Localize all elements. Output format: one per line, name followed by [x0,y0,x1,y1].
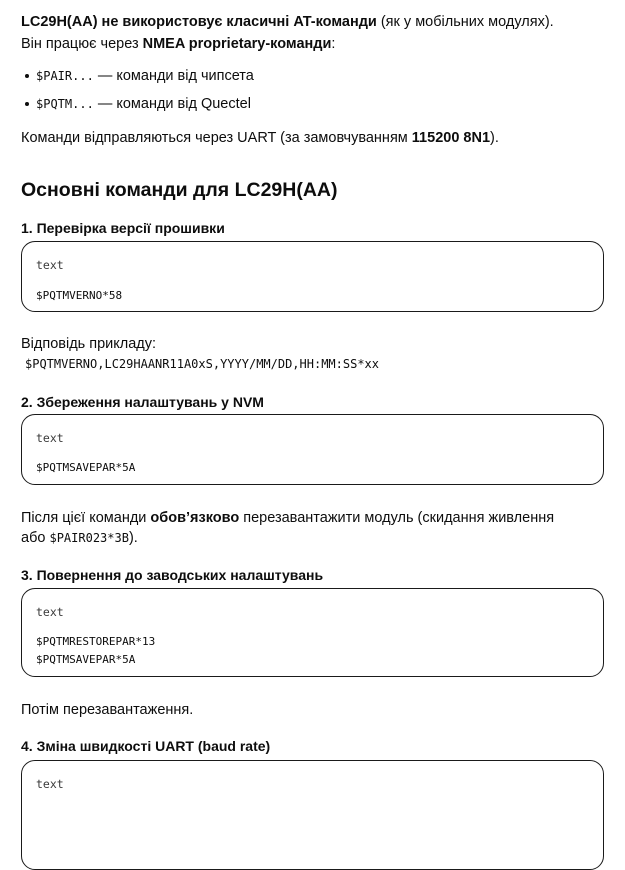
intro-bold: LC29H(AA) не використовує класичні AT-команди [21,14,377,30]
section-4-title: 4. Зміна швидкості UART (baud rate) [21,738,271,754]
list-item [21,65,606,93]
bullet-text: — команди від чипсета [93,68,254,84]
section-heading: Основні команди для LC29H(AA) [21,179,338,201]
bullet-dot-icon [25,102,29,106]
reboot-note: Потім перезавантаження. [21,702,194,718]
code-content[interactable]: $PQTMRESTOREPAR*13 $PQTMSAVEPAR*5A [36,635,156,666]
intro-rest: (як у мобільних модулях). [376,14,554,30]
intro-line-2 [21,33,606,55]
uart-pre: Команди відправляються через UART (за замовчуванням [21,130,412,146]
response-example-code [25,353,379,375]
uart-post: ). [490,130,499,146]
intro-line2-pre: Він працює через [21,36,143,52]
intro-line2-post: : [331,36,336,52]
code-language-label: text [36,605,64,619]
code-block-1[interactable] [21,241,604,312]
uart-bold: 115200 8N1 [411,130,491,146]
section-3-title: 3. Повернення до заводських налаштувань [21,567,324,583]
response-example-label: Відповідь прикладу: [21,336,157,352]
code-block-4[interactable] [21,760,604,870]
code-language-label: text [36,777,64,791]
code-language-label: text [36,431,64,445]
bullet-code: $PAIR... [36,69,94,83]
bullet-code: $PQTM... [36,97,94,111]
bullet-dot-icon [25,74,29,78]
bullet-text: — команди від Quectel [93,96,251,112]
code-language-label: text [36,258,64,272]
nvm-note-line2-post: ). [128,530,138,546]
code-block-2[interactable] [21,414,604,485]
intro-line-1 [21,11,606,33]
code-block-3[interactable] [21,588,604,677]
section-1-title: 1. Перевірка версії прошивки [21,220,225,236]
inline-code: $PAIR023*3B [49,531,129,545]
uart-paragraph [21,127,606,149]
command-prefix-list [21,65,606,121]
nvm-note-line-2 [21,527,138,549]
nvm-note-post: перезавантажити модуль (скидання живлення [239,510,555,526]
inline-code: $PQTMVERNO,LC29HAANR11A0xS,YYYY/MM/DD,HH:MM:SS*xx [25,357,380,371]
list-item [21,93,606,121]
section-2-title: 2. Збереження налаштувань у NVM [21,394,264,410]
nvm-note-pre: Після цієї команди [21,510,151,526]
intro-line2-bold: NMEA proprietary-команди [142,36,332,52]
intro-paragraph [21,11,606,55]
code-content[interactable]: $PQTMVERNO*58 [36,289,123,302]
nvm-note-line2-pre: або [21,530,50,546]
nvm-note-line-1 [21,507,606,529]
code-content[interactable]: $PQTMSAVEPAR*5A [36,461,136,474]
nvm-note-bold: обов’язково [150,510,240,526]
